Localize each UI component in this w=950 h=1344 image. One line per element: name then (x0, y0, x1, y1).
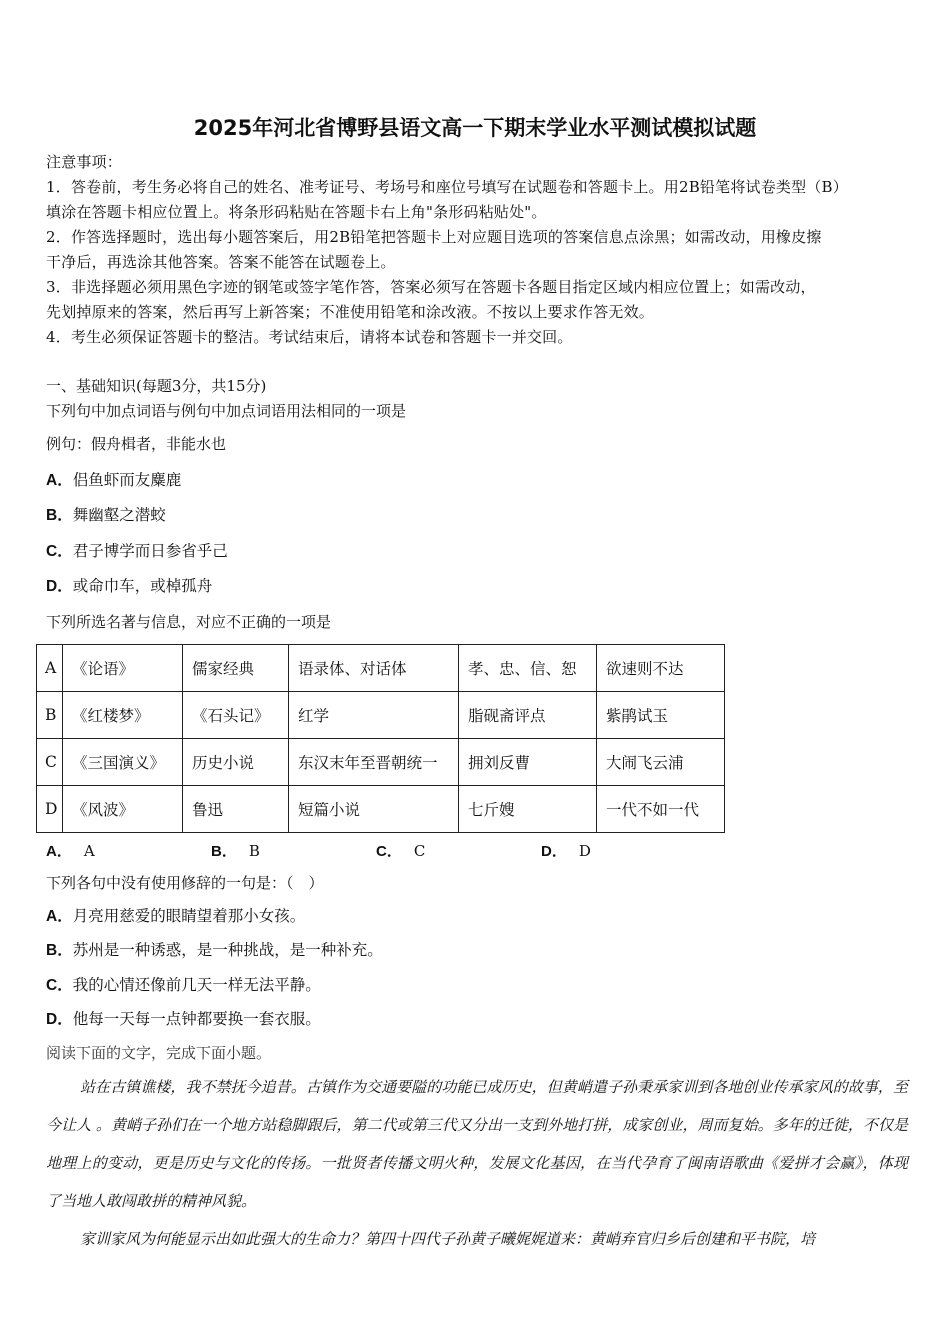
page-title: 2025年河北省博野县语文高一下期末学业水平测试模拟试题 (193, 116, 757, 140)
option-b (46, 505, 910, 526)
answer-value: B (248, 842, 260, 860)
reading-intro: 阅读下面的文字，完成下面小题。 (46, 1044, 272, 1062)
notes-line: 3．非选择题必须用黑色字迹的钢笔或签字笔作答，答案必须写在答题卡各题目指定区域内相应位置上；如需改动， (46, 278, 816, 296)
option-c (46, 975, 910, 996)
option-label: B． (46, 942, 73, 959)
option-label: B． (46, 507, 73, 524)
table-cell: 脂砚斋评点 (459, 692, 597, 739)
answer-label: B． (211, 843, 237, 860)
reading-paragraph: 站在古镇谯楼，我不禁抚今追昔。古镇作为交通要隘的功能已成历史，但黄峭遣子孙秉承家训到各地创业传承家风的故事，至今让人 。黄峭子孙们在一个地方站稳脚跟后，第二代或第三代又分出一支到外地打拼，成家创业，周而复始。多年的迁徙，不仅是地理上的变动，更是历史与文化的传扬。一批贤者传播文明火种，发展文化基因，在当代孕育了闽南语歌曲《爱拼才会赢》，体现了当地人敢闯敢拼的精神风貌。 (46, 1078, 908, 1210)
table-cell: D (37, 786, 63, 833)
table-cell: 拥刘反曹 (459, 739, 597, 786)
option-label: A． (46, 472, 73, 489)
answer-value: D (578, 842, 591, 860)
question-stem: 下列所选名著与信息，对应不正确的一项是 (46, 613, 332, 631)
answer-label: C． (376, 843, 402, 860)
table-row (37, 739, 725, 786)
table-cell: 大闹飞云浦 (597, 739, 725, 786)
table-cell: 一代不如一代 (597, 786, 725, 833)
option-d (46, 576, 910, 597)
table-cell: 历史小说 (183, 739, 289, 786)
option-a (46, 470, 910, 491)
option-text: 我的心情还像前几天一样无法平静。 (72, 976, 321, 994)
option-text: 舞幽壑之潜蛟 (72, 506, 166, 524)
table-row (37, 692, 725, 739)
table-cell: 孝、忠、信、恕 (459, 645, 597, 692)
answer-value: A (83, 842, 95, 860)
table-cell: 短篇小说 (289, 786, 459, 833)
option-a (46, 906, 910, 927)
reading-paragraph: 家训家风为何能显示出如此强大的生命力？第四十四代子孙黄子曦娓娓道来：黄峭弃官归乡后创建和平书院，培 (80, 1230, 816, 1248)
notes-line: 2．作答选择题时，选出每小题答案后，用2B铅笔把答题卡上对应题目选项的答案信息点涂黑；如需改动，用橡皮擦 (46, 228, 822, 246)
notes-line: 先划掉原来的答案，然后再写上新答案；不准使用铅笔和涂改液。不按以上要求作答无效。 (46, 303, 655, 321)
table-cell: 红学 (289, 692, 459, 739)
option-label: A． (46, 908, 73, 925)
table-row (37, 645, 725, 692)
table-cell: 鲁迅 (183, 786, 289, 833)
question-stem: 下列句中加点词语与例句中加点词语用法相同的一项是 (46, 402, 407, 420)
option-c (46, 541, 910, 562)
option-text: 侣鱼虾而友麋鹿 (72, 471, 182, 489)
table-cell: 紫鹃试玉 (597, 692, 725, 739)
question-stem: 下列各句中没有使用修辞的一句是：（ ） (46, 874, 324, 892)
table-row (37, 786, 725, 833)
option-text: 或命巾车，或棹孤舟 (72, 577, 213, 595)
table-cell: 七斤嫂 (459, 786, 597, 833)
answer-choice-d (541, 840, 591, 861)
table-cell: 《石头记》 (183, 692, 289, 739)
option-label: C． (46, 977, 73, 994)
table-cell: 东汉末年至晋朝统一 (289, 739, 459, 786)
option-label: D． (46, 1011, 73, 1028)
notes-line: 干净后，再选涂其他答案。答案不能答在试题卷上。 (46, 253, 396, 271)
table-cell: 《三国演义》 (63, 739, 183, 786)
option-b (46, 940, 910, 961)
table-cell: 《风波》 (63, 786, 183, 833)
table-cell: 《红楼梦》 (63, 692, 183, 739)
answer-value: C (413, 842, 426, 860)
notes-line: 4．考生必须保证答题卡的整洁。考试结束后，请将本试卷和答题卡一并交回。 (46, 328, 573, 346)
option-label: C． (46, 543, 73, 560)
option-d (46, 1009, 910, 1030)
section-heading: 一、基础知识(每题3分，共15分) (46, 377, 267, 395)
literature-table (36, 644, 725, 833)
answer-choice-a (46, 840, 95, 861)
answer-choice-c (376, 840, 425, 861)
answer-label: A． (46, 843, 72, 860)
reading-passage (46, 1068, 908, 1258)
option-text: 月亮用慈爱的眼睛望着那小女孩。 (72, 907, 306, 925)
option-text: 苏州是一种诱惑，是一种挑战，是一种补充。 (72, 941, 383, 959)
notes-line: 1．答卷前，考生务必将自己的姓名、准考证号、考场号和座位号填写在试题卷和答题卡上。用2B铅笔将试卷类型（B） (46, 178, 848, 196)
table-cell: B (37, 692, 63, 739)
question-example: 例句：假舟楫者，非能水也 (46, 435, 227, 453)
table-cell: 儒家经典 (183, 645, 289, 692)
table-cell: 欲速则不达 (597, 645, 725, 692)
option-text: 他每一天每一点钟都要换一套衣服。 (72, 1010, 321, 1028)
table-cell: 《论语》 (63, 645, 183, 692)
option-label: D． (46, 578, 73, 595)
answer-choice-b (211, 840, 260, 861)
table-cell: C (37, 739, 63, 786)
table-cell: A (37, 645, 63, 692)
table-cell: 语录体、对话体 (289, 645, 459, 692)
answer-label: D． (541, 843, 567, 860)
option-text: 君子博学而日参省乎己 (72, 542, 228, 560)
notes-line: 填涂在答题卡相应位置上。将条形码粘贴在答题卡右上角"条形码粘贴处"。 (46, 203, 547, 221)
notes-heading: 注意事项： (46, 153, 123, 171)
